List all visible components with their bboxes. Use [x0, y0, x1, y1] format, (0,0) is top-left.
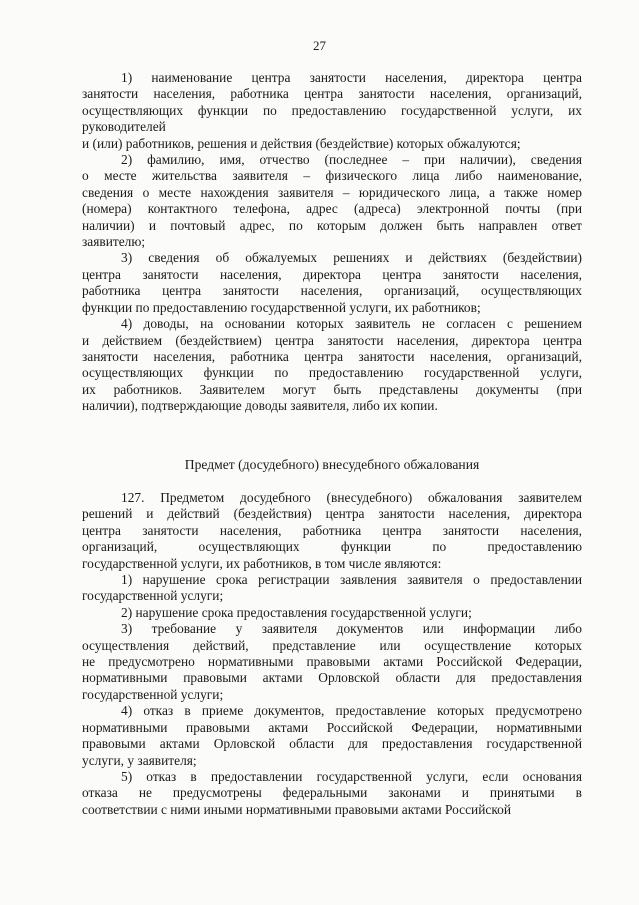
text-line: организаций, осуществляющих функции по предоставлению: [82, 539, 582, 555]
text-line: 3) сведения об обжалуемых решениях и действиях (бездействии): [121, 250, 582, 266]
paragraph: [82, 572, 582, 605]
text-line: соответствии с ними иными нормативными правовыми актами Российской: [82, 801, 512, 817]
text-line: о месте жительства заявителя – физического лица либо наименование,: [82, 168, 582, 184]
text-line: 1) нарушение срока регистрации заявления заявителя о предоставлении: [121, 572, 582, 588]
text-line: не предусмотрено нормативными правовыми актами Российской Федерации,: [82, 654, 582, 670]
text-line: решений и действий (бездействия) центра занятости населения, директора: [82, 506, 582, 522]
paragraph: [82, 769, 582, 818]
text-line: работника центра занятости населения, организаций, осуществляющих: [82, 283, 582, 299]
text-line: государственной услуги, их работников, в том числе являются:: [82, 555, 442, 571]
text-line: государственной услуги;: [82, 588, 224, 604]
paragraph: [82, 605, 582, 621]
paragraph: [82, 152, 582, 250]
paragraph: [82, 250, 582, 316]
text-line: руководителей: [82, 119, 166, 135]
text-line: центра занятости населения, работника центра занятости населения,: [82, 522, 582, 538]
paragraph: [82, 703, 582, 769]
paragraph: [82, 490, 582, 572]
text-line: (номера) контактного телефона, адрес (адреса) электронной почты (при: [82, 201, 582, 217]
text-line: 2) нарушение срока предоставления государственной услуги;: [121, 604, 472, 620]
list-b: [82, 490, 582, 818]
text-line: их работников. Заявителем могут быть представлены документы (при: [82, 381, 582, 397]
text-line: 5) отказ в предоставлении государственной услуги, если основания: [121, 768, 582, 784]
paragraph: [82, 621, 582, 703]
text-line: 127. Предметом досудебного (внесудебного) обжалования заявителем: [121, 490, 582, 505]
text-line: 3) требование у заявителя документов или информации либо: [121, 621, 582, 637]
paragraph: [82, 316, 582, 414]
text-line: осуществления действий, представление или осуществление которых: [82, 637, 582, 653]
text-line: 1) наименование центра занятости населения, директора центра: [121, 70, 582, 85]
text-line: 2) фамилию, имя, отчество (последнее – при наличии), сведения: [121, 152, 582, 168]
list-a: [82, 70, 582, 415]
text-line: сведения о месте нахождения заявителя – юридического лица, а также номер: [82, 184, 582, 200]
text-line: услуги, у заявителя;: [82, 752, 197, 768]
text-line: и (или) работников, решения и действия (бездействие) которых обжалуются;: [82, 135, 521, 151]
text-line: 4) доводы, на основании которых заявитель не согласен с решением: [121, 316, 582, 332]
section-heading: Предмет (досудебного) внесудебного обжалования: [184, 457, 480, 472]
text-line: занятости населения, работника центра занятости населения, организаций,: [82, 348, 582, 364]
text-line: нормативными правовыми актами Орловской области для предоставления: [82, 670, 582, 686]
text-line: функции по предоставлению государственной услуги, их работников;: [82, 299, 481, 315]
text-line: заявителю;: [82, 234, 146, 250]
text-line: центра занятости населения, директора центра занятости населения,: [82, 266, 582, 282]
text-line: государственной услуги;: [82, 686, 224, 702]
text-line: нормативными правовыми актами Российской Федерации, нормативными: [82, 719, 582, 735]
text-line: отказа не предусмотрены федеральными законами и принятыми в: [82, 785, 582, 801]
text-line: занятости населения, работника центра занятости населения, организаций,: [82, 86, 582, 102]
text-line: осуществляющих функции по предоставлению государственной услуги, их: [82, 102, 582, 118]
text-line: наличии) и почтовый адрес, по которым должен быть направлен ответ: [82, 217, 582, 233]
text-line: осуществляющих функции по предоставлению государственной услуги,: [82, 365, 582, 381]
text-line: правовыми актами Орловской области для предоставления государственной: [82, 736, 582, 752]
text-line: 4) отказ в приеме документов, предоставление которых предусмотрено: [121, 703, 582, 719]
paragraph: [82, 70, 582, 152]
text-line: наличии), подтверждающие доводы заявителя, либо их копии.: [82, 398, 438, 414]
page-number: 27: [313, 38, 326, 53]
text-line: и действием (бездействием) центра занятости населения, директора центра: [82, 332, 582, 348]
